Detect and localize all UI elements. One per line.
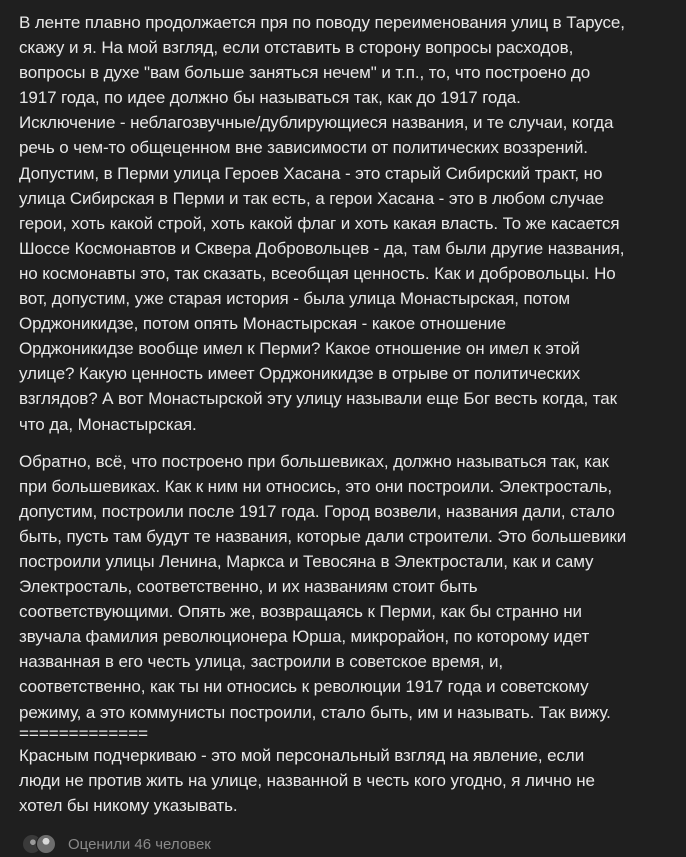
post-paragraph-2: Обратно, всё, что построено при большевиках, должно называться так, как при большевиках. Как к ним ни относись, это они построили. Электросталь, допустим, построили после 1917 года. Город возвели, названия дали, стало быть, пусть там будут те названия, которые дали строители. Это большевики построили улицы Ленина, Маркса и Тевосяна в Электростали, как и саму Электросталь, соответственно, и их названиям стоит быть соответствующими. Опять же, возвращаясь к Перми, как бы странно ни звучала фамилия революционера Юрша, микрорайон, по которому идет названная в его честь улица, застроили в советское время, и, соответственно, как ты ни относись к революции 1917 года и советскому режиму, а это коммунисты построили, стало быть, им и называть. Так вижу.: [19, 451, 627, 722]
post-paragraph-1: В ленте плавно продолжается пря по поводу переименования улиц в Тарусе, скажу и я. На мой взгляд, если отставить в сторону вопросы расходов, вопросы в духе "вам больше заняться нечем" и т.п., то, что построено до 1917 года, по идее должно бы называться так, как до 1917 года. Исключение - неблагозвучные/дублирующиеся названия, и те случаи, когда речь о чем-то общеценном вне зависимости от политических воззрений. Допустим, в Перми улица Героев Хасана - это старый Сибирский тракт, но улица Сибирская в Перми и так есть, а герои Хасана - это в любом случае герои, хоть какой строй, хоть какой флаг и хоть какая власть. То же касается Шоссе Космонавтов и Сквера Добровольцев - да, там были другие названия, но космонавты это, так сказать, всеобщая ценность. Как и добровольцы. Но вот, допустим, уже старая история - была улица Монастырская, потом Орджоникидзе, потом опять Монастырская - какое отношение Орджоникидзе вообще имел к Перми? Какое отношение он имел к этой улице? Какую ценность имеет Орджоникидзе в отрыве от политических взглядов? А вот Монастырской эту улицу называли еще Бог весть когда, так что да, Монастырская.: [19, 13, 625, 434]
avatar: [36, 834, 56, 854]
post-separator: =============: [19, 723, 149, 743]
post-footnote: Красным подчеркиваю - это мой персональный взгляд на явление, если люди не против жить на улице, названной в честь кого угодно, я лично не хотел бы никому указывать.: [19, 745, 595, 815]
post-body: [19, 10, 669, 818]
reactions-count-text[interactable]: Оценили 46 человек: [68, 835, 211, 853]
reactor-avatars[interactable]: [22, 833, 64, 855]
reactions-summary[interactable]: [22, 832, 211, 856]
